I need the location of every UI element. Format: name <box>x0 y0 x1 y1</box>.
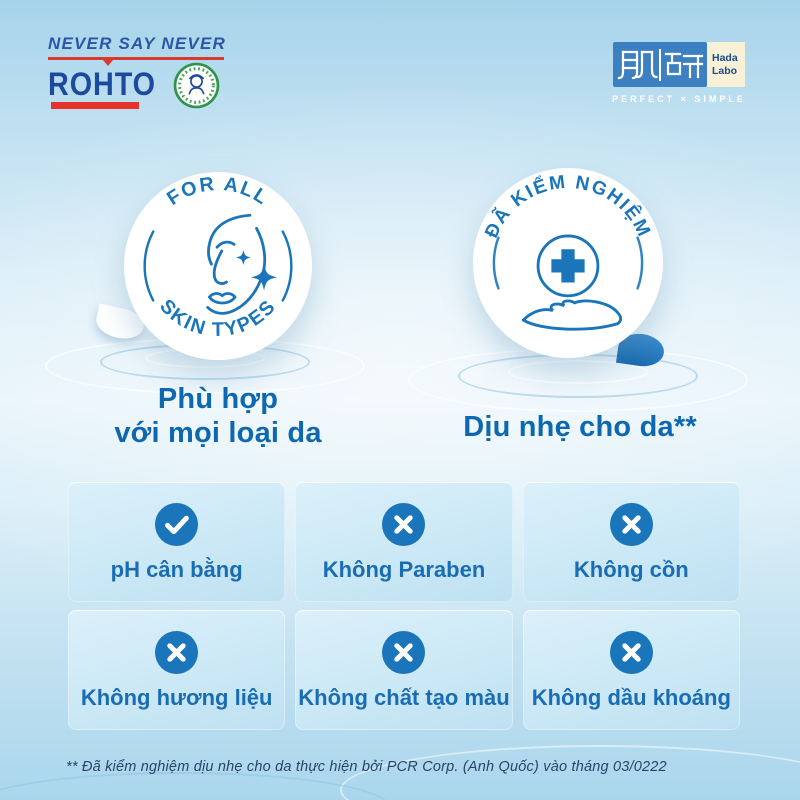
feature-cell-alcohol <box>523 482 740 602</box>
cross-circle-icon <box>610 503 653 546</box>
footnote-text: ** Đã kiểm nghiệm dịu nhẹ cho da thực hiện bởi PCR Corp. (Anh Quốc) vào tháng 03/0222 <box>66 759 667 775</box>
badge1-caption-line2: với mọi loại da <box>114 416 322 449</box>
badge2-caption <box>425 411 735 445</box>
svg-text:ĐÃ KIỂM NGHIỆM <box>481 172 654 242</box>
slogan-text: NEVER SAY NEVER <box>48 34 226 53</box>
medical-cross-in-hand-icon <box>473 168 663 358</box>
hada-labo-kanji-icon <box>613 42 707 87</box>
cross-circle-icon <box>155 631 198 674</box>
hada-labo-brand-block <box>612 42 746 104</box>
badge1-caption-line1: Phù hợp <box>157 383 279 415</box>
ripple-ring <box>0 772 390 800</box>
badge2-arc-top-text: ĐÃ KIỂM NGHIỆM <box>481 171 655 242</box>
hada-labo-wordmark <box>707 42 745 87</box>
face-with-sparkles-icon <box>124 172 312 360</box>
hada-labo-tagline: PERFECT × SIMPLE <box>612 94 746 104</box>
feature-cell-fragrance <box>68 610 285 730</box>
rohto-brand-block <box>48 34 226 114</box>
cross-circle-icon <box>382 631 425 674</box>
badge-dermatologically-tested <box>473 168 663 358</box>
feature-cell-paraben <box>295 482 512 602</box>
badge2-caption-line1: Dịu nhẹ cho da** <box>463 411 697 443</box>
badge1-arc-bottom-text: SKIN TYPES <box>155 295 281 342</box>
hada-labo-name-line2: Labo <box>712 64 738 77</box>
feature-label: Không Paraben <box>322 557 486 582</box>
cross-circle-icon <box>382 503 425 546</box>
feature-cell-mineral-oil <box>523 610 740 730</box>
badge-for-all-skin-types <box>124 172 312 360</box>
feature-cell-colorant <box>295 610 512 730</box>
slogan-underline <box>48 57 224 60</box>
mentholatum-mascot-icon <box>173 62 220 114</box>
feature-label: Không cồn <box>573 557 689 582</box>
cross-circle-icon <box>610 631 653 674</box>
check-circle-icon <box>155 503 198 546</box>
feature-label: Không chất tạo màu <box>298 685 510 710</box>
badge1-arc-top-text: FOR ALL <box>163 172 273 210</box>
badge1-caption <box>68 383 368 451</box>
feature-label: Không hương liệu <box>80 685 273 710</box>
feature-label: pH cân bằng <box>110 557 243 582</box>
rohto-logo: ROHTO <box>48 66 156 102</box>
rohto-red-bar <box>51 102 139 109</box>
feature-label: Không dầu khoáng <box>531 685 731 710</box>
feature-cell-ph <box>68 482 285 602</box>
feature-grid <box>68 482 740 730</box>
svg-text:FOR ALL <box>163 173 273 210</box>
hada-labo-name-line1: Hada <box>712 51 738 64</box>
